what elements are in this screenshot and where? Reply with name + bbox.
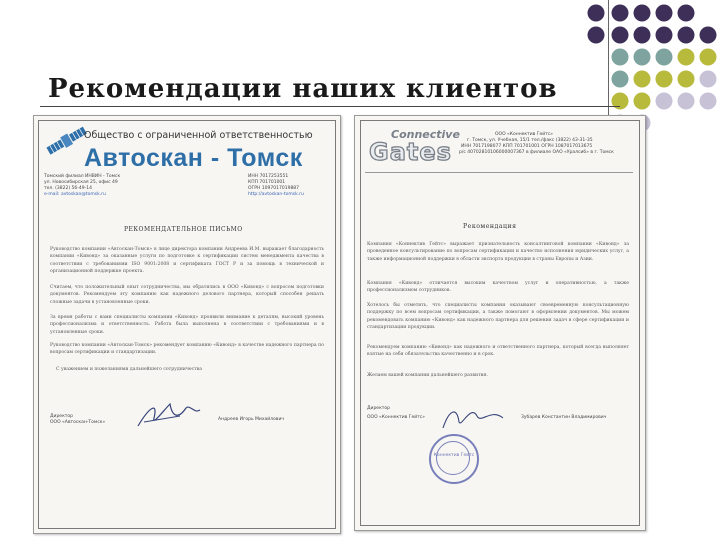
signature-mark	[437, 398, 509, 438]
letter-avtoskan-tomsk	[33, 115, 341, 534]
reg-line-1: ИНН 7017253551	[248, 174, 289, 179]
paragraph-4: Руководство компании «Автоскан-Томск» рекомендует компанию «Кивонд» в качестве надежного партнера по вопросам сертификации и стандартизации.	[50, 343, 324, 356]
decorative-dot	[700, 93, 717, 110]
decorative-dot	[612, 27, 629, 44]
decorative-dot	[588, 5, 605, 22]
decorative-dot	[634, 71, 651, 88]
decorative-dot	[678, 71, 695, 88]
letter-heading: РЕКОМЕНДАТЕЛЬНОЕ ПИСЬМО	[124, 226, 243, 233]
company-form-line: Общество с ограниченной ответственностью	[84, 130, 313, 141]
paragraph-1: Руководство компании «Автоскан-Томск» в лице директора компании Андреева И.М. выражает благодарность компании «Кивонд» за оказанные услуги по подготовке к сертификации систем менеджмента качества в соответствии с требованиями ISO 9001:2008 и сертификата ГОСТ Р и за помощь в технической и организационной поддержке проекта.	[50, 247, 324, 275]
decorative-dot	[678, 93, 695, 110]
address-line-1: Томский филиал ИНВИН - Томск	[44, 174, 121, 179]
decorative-dot	[678, 49, 695, 66]
signer-title-1: Директор	[50, 414, 74, 419]
decorative-dot	[612, 71, 629, 88]
decorative-dot	[656, 71, 673, 88]
title-underline	[40, 106, 620, 107]
signer-title-2: ООО «Коннектив Гейтс»	[367, 415, 426, 420]
closing-line: Желаем вашей компании дальнейшего развития.	[367, 373, 489, 378]
letter-heading: Рекомендация	[463, 223, 517, 230]
decorative-dot	[656, 93, 673, 110]
org-line-2: г. Томск, ул. Учебная, 15/1 тел./факс (3822) 43-31-35	[467, 138, 593, 143]
address-line-4: e-mail: avtoskan@tomsk.ru	[44, 192, 106, 197]
decorative-dot-grid	[0, 0, 720, 130]
decorative-dot	[634, 49, 651, 66]
decorative-dot	[656, 49, 673, 66]
decorative-dot	[588, 27, 605, 44]
decorative-dot	[700, 71, 717, 88]
decorative-dot	[634, 5, 651, 22]
paragraph-1: Компания «Коннектив Гейтс» выражает признательность консалтинговой компании «Кивонд» за проведенное консультирование по вопросам сертификации и качество исполнения юридических услуг, а также информационной поддержки в области экспорта продукции в страны Европы и Азии.	[367, 242, 629, 262]
slide-title: Рекомендации наших клиентов	[48, 74, 558, 104]
org-line-4: р/с 40702810106000007367 в филиале ОАО «Уралсиб» в г. Томск	[459, 150, 614, 155]
decorative-dot	[700, 49, 717, 66]
logo-text-large: Gates	[369, 138, 452, 166]
paragraph-2: Считаем, что положительный опыт сотрудничества, мы обратились в ООО «Кивонд» с вопросом подготовки документов. Рекомендуем эту компанию как надежного делового партнера, который способен решать сложные задачи в установленные сроки.	[50, 285, 324, 305]
company-stamp	[429, 434, 479, 484]
org-line-3: ИНН 7017198077 КПП 701701001 ОГРН 1087017013675	[461, 144, 593, 149]
website-link[interactable]: http://avtoskan-tomsk.ru	[248, 192, 304, 197]
org-line-1: ООО «Коннектив Гейтс»	[495, 132, 554, 137]
decorative-dot	[700, 27, 717, 44]
paragraph-2: Компания «Кивонд» отличается высоким качеством услуг и оперативностью, а также профессионализмом сотрудников.	[367, 281, 629, 294]
brand-name: Автоскан - Томск	[84, 144, 303, 172]
signer-title-2: ООО «Автоскан-Томск»	[50, 420, 106, 425]
address-line-3: тел. (3822) 56-49-14	[44, 186, 92, 191]
decorative-dot	[634, 27, 651, 44]
logo-text-small: Connective	[391, 128, 460, 141]
decorative-dot	[656, 5, 673, 22]
header-rule	[365, 172, 633, 173]
reg-line-2: КПП 701701001	[248, 180, 286, 185]
paragraph-4: Рекомендуем компанию «Кивонд» как надежного и ответственного партнера, который всегда выполняет взятые на себя обязательства качественно и в срок.	[367, 345, 629, 358]
vertical-divider-line	[608, 0, 609, 122]
decorative-dot	[678, 5, 695, 22]
signer-name: Андреев Игорь Михайлович	[218, 417, 285, 422]
signer-name: Зубарев Константин Владимирович	[521, 415, 607, 420]
decorative-dot	[612, 5, 629, 22]
paragraph-3: Хотелось бы отметить, что специалисты компании оказывают своевременную консультационную поддержку по всем вопросам сертификации, а также помогают в оформлении документов. Мы можем рекомендовать компанию «Кивонд» как надежного партнера для решения задач в сфере сертификации и стандартизации продукции.	[367, 303, 629, 331]
reg-line-3: ОГРН 1097017019887	[248, 186, 300, 191]
address-line-2: ул. Новосибирская 25, офис 49	[44, 180, 118, 185]
decorative-dot	[678, 27, 695, 44]
letter-connective-gates	[354, 115, 646, 531]
decorative-dot	[656, 27, 673, 44]
stamp-text: Коннектив Гейтс	[433, 453, 475, 458]
closing-line: С уважением и пожеланиями дальнейшего сотрудничества	[56, 367, 203, 372]
decorative-dot	[612, 49, 629, 66]
paragraph-3: За время работы с вами специалисты компании «Кивонд» проявили внимание к деталям, высокий уровень профессионализма и ответственность. Работа была выполнена в соответствии с требованиями и в установленные сроки.	[50, 315, 324, 335]
signature-mark	[134, 396, 204, 432]
signer-title-1: Директор	[367, 406, 391, 411]
decorative-dot	[634, 93, 651, 110]
